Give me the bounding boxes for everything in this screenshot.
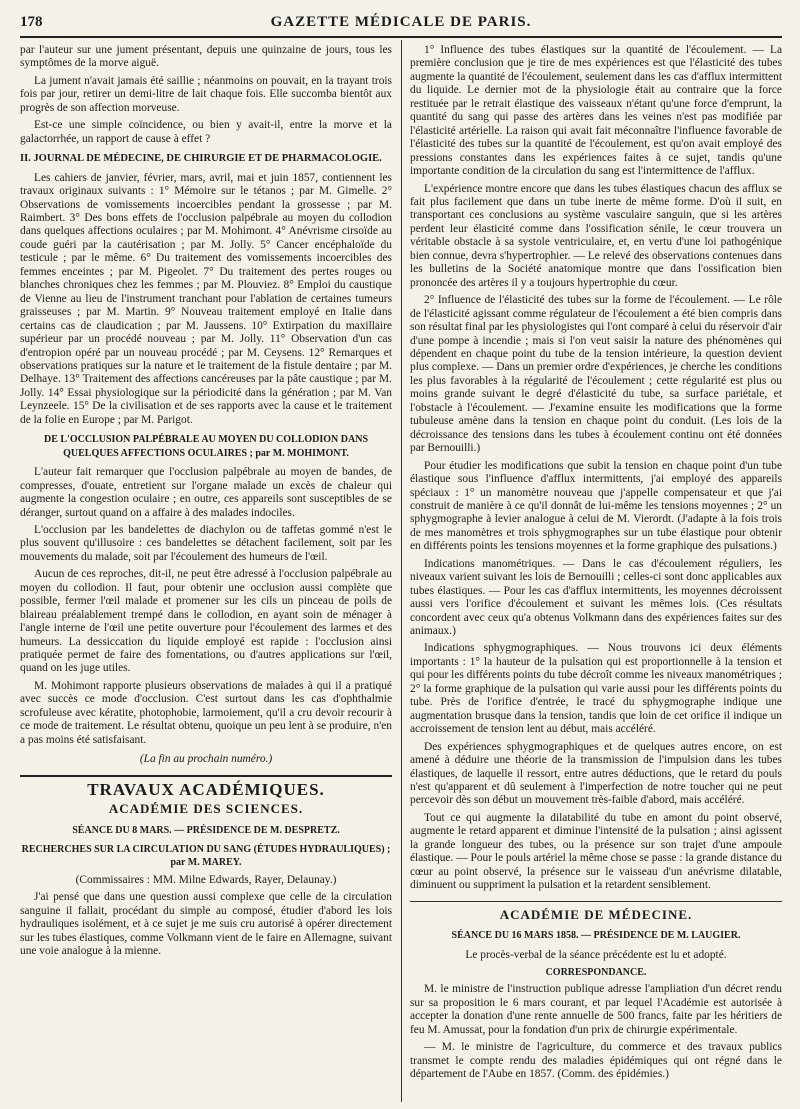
academie-medecine-heading: ACADÉMIE DE MÉDECINE.: [499, 906, 693, 922]
paragraph: 2° Influence de l'élasticité des tubes sur la forme de l'écoulement. — Le rôle de l'élasticité agissant comme régulateur de l'écoulement a été bien compris dans son résultat final par les physiologistes qui l'ont comparé à celui du réservoir d'air d'une pompe à incendie ; mais si l'on veut saisir la nature des phénomènes qui dépendent en chaque point du tube de la tension intérieure, la question devient plus complexe. — Dans un premier ordre d'expériences, je cherche les conditions les plus favorables à la régularité de l'écoulement ; cette régularité est plus ou moins grande suivant le degré d'élasticité du tube, sa surface pariétale, et l'obstacle à l'écoulement. — J'examine ensuite les modifications que la forme tubuleuse amène dans la tension en chaque point du conduit. (Les lois de la décroissance des tensions dans les tubes à écoulement continu ont été données par Bernouilli.): [410, 294, 782, 455]
seance-line: SÉANCE DU 8 MARS. — PRÉSIDENCE DE M. DESPRETZ.: [72, 824, 340, 836]
article-heading: DE L'OCCLUSION PALPÉBRALE AU MOYEN DU COLLODION DANS QUELQUES AFFECTIONS OCULAIRES ; par M. MOHIMONT.: [43, 434, 369, 459]
paragraph: Les cahiers de janvier, février, mars, avril, mai et juin 1857, contiennent les travaux originaux suivants : 1° Mémoire sur le tétanos ; par M. Gimelle. 2° Observations de vomissements incoercibles pendant la grossesse ; par M. Raimbert. 3° Des bons effets de l'occlusion palpébrale au moyen du collodion dans quelques affections oculaires ; par M. Mohimont. 4° Anévrisme cirsoïde au coude guéri par la cautérisation ; par M. Jolly. 5° Cancer encéphaloïde du testicule ; par le même. 6° Du traitement des vomissements incoercibles des femmes enceintes ; par M. Pigeolet. 7° Du traitement des pertes rouges ou blanches chroniques chez les femmes ; par M. Plouviez. 8° Emploi du caustique de Vienne au lieu de l'instrument tranchant pour l'ablation de certaines tumeurs graisseuses ; par M. Martin. 9° Nouveau traitement employé en Italie dans certains cas de claudication ; par M. Jaussens. 10° Extirpation du maxillaire supérieur par un procédé nouveau ; par M. Jolly. 11° Observation d'un cas d'entropion opéré par un nouveau procédé ; par M. Ceysens. 12° Remarques et observations pratiques sur la nature et le traitement de la fistule dentaire ; par M. Delhaye. 13° Traitement des affections cancéreuses par la pâte caustique ; par M. Jolly. 14° Essai physiologique sur la périodicité dans la génération ; par M. Van Leynzeele. 15° De la civilisation et de ses rapports avec la cause et le traitement de la folie en Europe ; par M. Parigot.: [20, 171, 392, 426]
paragraph: L'auteur fait remarquer que l'occlusion palpébrale au moyen de bandes, de compresses, d'ouate, entretient sur l'organe malade un excès de chaleur qui augmente la congestion oculaire ; en outre, ces appareils sont susceptibles de se déranger, surtout quand on a affaire à des malades indociles.: [20, 466, 392, 519]
paragraph: Des expériences sphygmographiques et de quelques autres encore, on est amené à déduire une théorie de la transmission de l'impulsion dans les tubes élastiques, de laquelle il ressort, entre autres déductions, que le retard du pouls n'est qu'apparent et dû seulement à l'imperfection de notre toucher qui ne peut percevoir dès son début un mouvement très-faible d'abord, mais accéléré.: [410, 740, 782, 807]
correspondance-heading: CORRESPONDANCE.: [545, 967, 647, 978]
paragraph: Est-ce une simple coïncidence, ou bien y avait-il, entre la morve et la galactorrhée, un rapport de cause à effet ?: [20, 119, 392, 145]
proces-verbal-line: Le procès-verbal de la séance précédente est lu et adopté.: [465, 948, 727, 961]
paragraph: M. Mohimont rapporte plusieurs observations de malades à qui il a pratiqué avec succès ce mode d'occlusion. C'est surtout dans les cas d'ophthalmie scrofuleuse avec kératite, photophobie, larmoiement, qu'il a cru devoir recourir à ce mode de traitement. Le résultat obtenu, quoique un peu lent à se produire, n'en a pas moins été satisfaisant.: [20, 679, 392, 746]
paragraph: par l'auteur sur une jument présentant, depuis une quinzaine de jours, tous les symptômes de la morve aiguë.: [20, 44, 392, 70]
paragraph: Aucun de ces reproches, dit-il, ne peut être adressé à l'occlusion palpébrale au moyen du collodion. Il faut, pour obtenir une occlusion aussi complète que possible, fermer l'œil malade et promener sur les cils un pinceau de poils de blaireau préalablement trempé dans le collodion, en ayant soin de ménager à l'angle interne de l'œil une petite ouverture pour l'écoulement des larmes et des humeurs. La dessiccation du liquide employé est rapide : l'occlusion ainsi pratiquée permet de faire des fomentations, ou d'autres applications sur l'œil, quand on les juge utiles.: [20, 568, 392, 675]
journal-title: GAZETTE MÉDICALE DE PARIS.: [270, 14, 532, 30]
continuation-note: (La fin au prochain numéro.): [139, 753, 273, 766]
paragraph: — M. le ministre de l'agriculture, du commerce et des travaux publics transmet le compte rendu des maladies épidémiques qui ont régné dans le département de l'Aube en 1857. (Comm. des épidémies.): [410, 1041, 782, 1081]
paragraph: Pour étudier les modifications que subit la tension en chaque point d'un tube élastique sous l'influence d'afflux intermittents, j'ai employé des appareils spéciaux : 1° un manomètre nouveau que j'appelle compensateur et que j'ai construit de manière à ce qu'il donnât de lui-même les tensions moyennes ; 2° un sphygmographe à levier analogue à celui de M. Vierordt. (J'adapte à la fois trois de mes manomètres et trois sphygmographes sur un tube élastique pour obtenir en différents points les tensions moyennes et la forme graphique des pulsations.): [410, 459, 782, 553]
travaux-title: TRAVAUX ACADÉMIQUES.: [87, 779, 325, 799]
academie-sciences-heading: ACADÉMIE DES SCIENCES.: [108, 801, 304, 817]
paragraph: Indications sphygmographiques. — Nous trouvons ici deux éléments importants : 1° la hauteur de la pulsation qui est proportionnelle à la tension et qui pour les différents points du tube décroît comme les niveaux manométriques ; 2° la forme graphique de la pulsation qui varie aussi pour les différents points du tube. Près de l'orifice d'entrée, le tracé du sphygmographe indique une augmentation brusque dans la tension, tandis que loin de cet orifice il indique un accroissement de tension lent au début, mais accéléré.: [410, 642, 782, 736]
page-header: [20, 10, 782, 38]
right-column: [410, 44, 782, 1086]
left-column: [20, 44, 392, 963]
section-rule: [410, 901, 782, 902]
paragraph: L'expérience montre encore que dans les tubes élastiques chacun des afflux se fait plus facilement que dans un tube inerte de même forme. D'où il suit, en transportant ces conclusions au système vasculaire sanguin, que si les artères perdent leur élasticité comme dans l'ossification sénile, le cœur trouvera un véritable obstacle à sa systole ventriculaire, et, en vertu d'une loi pathogénique bien connue, devra s'hypertrophier. — Le relevé des observations contenues dans les bulletins de la Société anatomique montre que dans l'ossification bien prononcée des artères il y a toujours hypertrophie du cœur.: [410, 182, 782, 289]
seance-line: SÉANCE DU 16 MARS 1858. — PRÉSIDENCE DE M. LAUGIER.: [451, 930, 741, 942]
column-divider: [401, 40, 402, 1102]
section-rule: [20, 775, 392, 777]
paragraph: Indications manométriques. — Dans le cas d'écoulement réguliers, les niveaux varient suivant les lois de Bernouilli ; celles-ci sont donc applicables aux tubes élastiques. — Pour les cas d'afflux intermittents, les moyennes décroissent aussi vers l'orifice d'écoulement et suivant les mêmes lois. (Ces résultats concordent avec ceux qu'a obtenus Volkmann dans des expériences faites sur des animaux.): [410, 557, 782, 638]
paragraph: 1° Influence des tubes élastiques sur la quantité de l'écoulement. — La première conclusion que je tire de mes expériences est que l'élasticité des tubes augmente la quantité de l'écoulement, seulement dans les cas d'afflux intermittent du liquide. Le dernier mot de la physiologie était au contraire que la force restituée par le retrait élastique des vaisseaux n'étant qu'une force d'emprunt, la quantité du sang qui passe des artères dans les veines n'est pas modifiée par l'élasticité artérielle. La raison qui avait fait méconnaître l'influence favorable de l'élasticité des tubes sur la quantité de l'écoulement, est qu'on avait employé des pressions constantes dans les expériences faites à ce sujet, tandis qu'une importante condition de la circulation du sang est l'intermittence de l'afflux.: [410, 44, 782, 178]
paragraph: M. le ministre de l'instruction publique adresse l'ampliation d'un décret rendu sur sa proposition le 6 mars courant, et par lequel l'Académie est autorisée à accepter la donation d'une rente annuelle de 500 francs, faite par les héritiers de feu M. Amussat, pour la fondation d'un prix de chirurgie expérimentale.: [410, 983, 782, 1036]
commissaires-line: (Commissaires : MM. Milne Edwards, Rayer, Delaunay.): [75, 873, 337, 886]
section-heading: II. JOURNAL DE MÉDECINE, DE CHIRURGIE ET DE PHARMACOLOGIE.: [20, 153, 382, 165]
paragraph: La jument n'avait jamais été saillie ; néanmoins on pouvait, en la trayant trois fois par jour, retirer un demi-litre de lait chaque fois. Elle succomba bientôt aux progrès de son affection morveuse.: [20, 74, 392, 114]
recherches-heading: RECHERCHES SUR LA CIRCULATION DU SANG (ÉTUDES HYDRAULIQUES) ; par M. MAREY.: [21, 844, 391, 869]
paragraph: Tout ce qui augmente la dilatabilité du tube en amont du point observé, augmente le retard apparent et diminue l'intensité de la pulsation ; ainsi agissent la grande longueur des tubes, ou la présence sur son trajet d'une ampoule élastique. — Pour le pouls artériel la même chose se passe : la grande distance du cœur au point observé, la présence sur le vaisseau d'un anévrisme dilatable, diminuent ou suppriment la pulsation et la retardent sensiblement.: [410, 811, 782, 892]
paragraph: L'occlusion par les bandelettes de diachylon ou de taffetas gommé n'est le plus souvent qu'illusoire : ces bandelettes se détachent facilement, soit par les mouvements du malade, soit par l'écoulement des humeurs de l'œil.: [20, 523, 392, 563]
page-number: 178: [20, 14, 43, 30]
paragraph: J'ai pensé que dans une question aussi complexe que celle de la circulation sanguine il fallait, procédant du simple au composé, étudier d'abord les lois hydrauliques isolément, et à ce sujet je me suis cru autorisé à opérer directement sur les tubes élastiques, comme Volkmann vient de le faire en Allemagne, suivant une voie analogue à la mienne.: [20, 891, 392, 958]
